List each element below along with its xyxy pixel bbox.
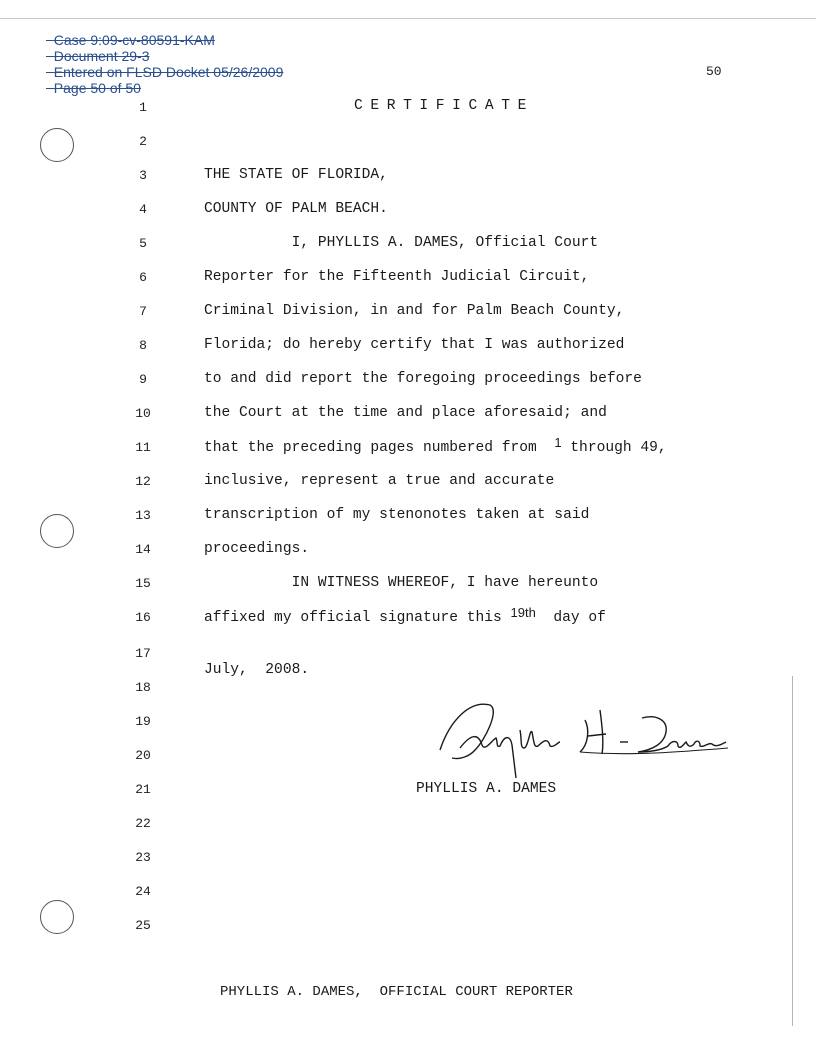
line-number: 18 xyxy=(135,680,151,695)
page-from: 1 xyxy=(554,435,562,450)
line-number: 3 xyxy=(139,168,147,183)
line-number: 16 xyxy=(135,610,151,625)
line-number: 20 xyxy=(135,748,151,763)
punch-hole-icon xyxy=(40,128,74,162)
body-line: to and did report the foregoing proceedings before xyxy=(204,371,642,387)
punch-hole-icon xyxy=(40,900,74,934)
line-number: 24 xyxy=(135,884,151,899)
line-number: 6 xyxy=(139,270,147,285)
body-text: , xyxy=(657,440,667,456)
line-number: 9 xyxy=(139,372,147,387)
handwritten-signature xyxy=(430,690,730,790)
body-line xyxy=(204,435,667,456)
line-number: 21 xyxy=(135,782,151,797)
body-text: that the preceding pages numbered from xyxy=(204,440,555,456)
county-line: COUNTY OF PALM BEACH. xyxy=(204,201,388,217)
footer: PHYLLIS A. DAMES, OFFICIAL COURT REPORTER xyxy=(220,984,573,1000)
body-line: transcription of my stenonotes taken at said xyxy=(204,507,590,523)
state-line: THE STATE OF FLORIDA, xyxy=(204,167,388,183)
line-number: 23 xyxy=(135,850,151,865)
body-line: Florida; do hereby certify that I was authorized xyxy=(204,337,625,353)
line-number: 13 xyxy=(135,508,151,523)
body-text: affixed my official signature this xyxy=(204,610,511,626)
line-number: 25 xyxy=(135,918,151,933)
document-number: Document 29-3 xyxy=(53,48,150,64)
page-to: 49 xyxy=(640,440,658,456)
body-line: Criminal Division, in and for Palm Beach County, xyxy=(204,303,625,319)
docket-entry: Entered on FLSD Docket 05/26/2009 xyxy=(53,64,284,80)
line-number: 7 xyxy=(139,304,147,319)
line-number: 11 xyxy=(135,440,151,455)
scan-edge-line xyxy=(792,676,793,1026)
line-number: 17 xyxy=(135,646,151,661)
signer-name: PHYLLIS A. DAMES xyxy=(416,781,557,797)
body-text: day of xyxy=(535,610,606,626)
line-number: 15 xyxy=(135,576,151,591)
line-number: 1 xyxy=(139,100,147,115)
docket-header xyxy=(46,16,297,96)
certificate-title: CERTIFICATE xyxy=(354,98,534,114)
body-line: inclusive, represent a true and accurate xyxy=(204,473,555,489)
page-of: Page 50 of 50 xyxy=(53,80,141,96)
line-number: 12 xyxy=(135,474,151,489)
line-number: 14 xyxy=(135,542,151,557)
body-line: proceedings. xyxy=(204,541,310,557)
body-line: Reporter for the Fifteenth Judicial Circuit, xyxy=(204,269,590,285)
body-line: IN WITNESS WHEREOF, I have hereunto xyxy=(204,575,599,591)
punch-hole-icon xyxy=(40,514,74,548)
line-number: 10 xyxy=(135,406,151,421)
body-line xyxy=(204,605,606,626)
case-number: Case 9:09-cv-80591-KAM xyxy=(53,32,215,48)
body-line: I, PHYLLIS A. DAMES, Official Court xyxy=(204,235,599,251)
line-number: 8 xyxy=(139,338,147,353)
line-number: 19 xyxy=(135,714,151,729)
line-number: 5 xyxy=(139,236,147,251)
signature-day: 19th xyxy=(510,605,536,620)
date-line: July, 2008. xyxy=(204,662,310,678)
line-number: 2 xyxy=(139,134,147,149)
body-line: the Court at the time and place aforesaid; and xyxy=(204,405,607,421)
page-number: 50 xyxy=(706,64,722,79)
line-number: 22 xyxy=(135,816,151,831)
line-number: 4 xyxy=(139,202,147,217)
body-text: through xyxy=(561,440,641,456)
